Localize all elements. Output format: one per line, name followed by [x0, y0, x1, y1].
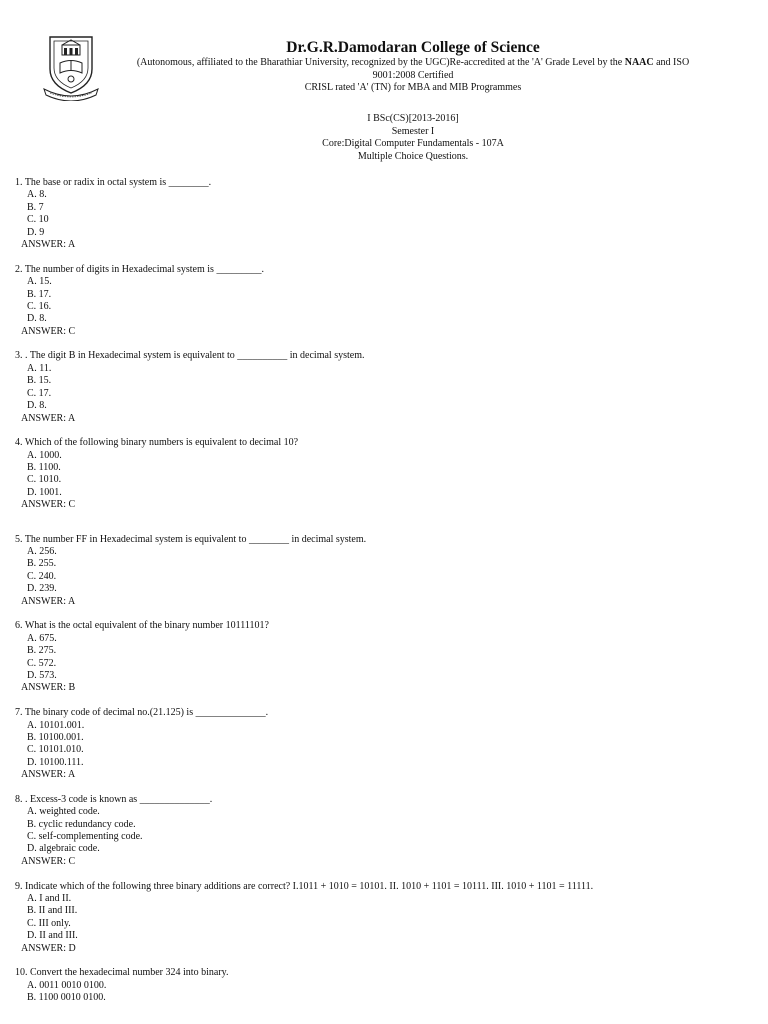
- question-item: [15, 707, 755, 781]
- answer-key: ANSWER: C: [21, 855, 76, 867]
- answer-option: B. cyclic redundancy code.: [27, 818, 136, 830]
- answer-option: D. 8.: [27, 313, 47, 325]
- question-text: 5. The number FF in Hexadecimal system is equivalent to ________ in decimal system.: [15, 533, 367, 545]
- answer-key: ANSWER: D: [21, 942, 76, 954]
- accreditation-text-start: (Autonomous, affiliated to the Bharathiar University, recognized by the UGC)Re-accredited at the 'A' Grade Level by the: [136, 57, 625, 68]
- answer-option: A. 11.: [27, 362, 52, 374]
- answer-key: ANSWER: A: [21, 595, 76, 607]
- answer-option: B. 255.: [27, 558, 57, 570]
- answer-option: C. 16.: [27, 300, 52, 312]
- question-text: 1. The base or radix in octal system is ________.: [15, 177, 212, 188]
- question-text: 3. . The digit B in Hexadecimal system is equivalent to __________ in decimal system.: [15, 350, 365, 362]
- question-text: 4. Which of the following binary numbers is equivalent to decimal 10?: [15, 437, 299, 449]
- answer-option: B. 275.: [27, 645, 57, 657]
- answer-option: B. 17.: [27, 288, 52, 300]
- answer-option: D. 8.: [27, 400, 47, 412]
- answer-option: D. 10100.111.: [27, 756, 84, 768]
- answer-option: A. 256.: [27, 546, 57, 558]
- accreditation-line: [100, 57, 726, 70]
- answer-option: B. 1100.: [27, 462, 61, 474]
- answer-key: ANSWER: C: [21, 499, 76, 511]
- answer-key: ANSWER: A: [21, 769, 76, 781]
- question-item: [15, 794, 755, 868]
- answer-option: B. 7: [27, 201, 44, 213]
- batch-label: I BSc(CS)[2013-2016]: [367, 113, 459, 124]
- answer-option: A. 1000.: [27, 449, 62, 461]
- answer-option: B. 10100.001.: [27, 731, 84, 743]
- answer-option: D. II and III.: [27, 930, 78, 942]
- answer-option: A. 0011 0010 0100.: [27, 979, 107, 991]
- answer-key: ANSWER: B: [21, 682, 76, 694]
- college-name: Dr.G.R.Damodaran College of Science: [286, 39, 540, 56]
- question-item: [15, 350, 755, 424]
- question-text: 6. What is the octal equivalent of the binary number 10111101?: [15, 620, 269, 632]
- answer-option: D. 1001.: [27, 486, 62, 498]
- course-info: [100, 113, 726, 163]
- question-text: 8. . Excess-3 code is known as ______________.: [15, 793, 213, 805]
- answer-option: C. III only.: [27, 917, 71, 929]
- question-item: [15, 620, 755, 694]
- question-type-label: Multiple Choice Questions.: [357, 150, 469, 162]
- question-item: [15, 967, 755, 1004]
- iso-certification-line: 9001:2008 Certified: [372, 69, 454, 81]
- answer-option: B. 1100 0010 0100.: [27, 992, 106, 1004]
- answer-option: C. 572.: [27, 657, 57, 669]
- answer-option: B. 15.: [27, 375, 52, 387]
- answer-option: D. 573.: [27, 670, 57, 681]
- question-item: [15, 264, 755, 338]
- college-crest-logo: [42, 33, 100, 101]
- answer-option: D. algebraic code.: [27, 843, 100, 855]
- answer-option: A. weighted code.: [27, 806, 100, 818]
- question-text: 9. Indicate which of the following three binary additions are correct? I.1011 + 1010 = 10101. II. 1010 + 1101 = 10111. III. 1010 + 1101 = 11111.: [15, 880, 594, 892]
- answer-option: B. II and III.: [27, 905, 78, 917]
- answer-option: A. 10101.001.: [27, 719, 85, 731]
- answer-option: C. 240.: [27, 570, 57, 582]
- question-text: 7. The binary code of decimal no.(21.125) is ______________.: [15, 707, 269, 719]
- question-text: 10. Convert the hexadecimal number 324 into binary.: [15, 967, 229, 979]
- question-item: [15, 177, 755, 251]
- answer-option: A. 675.: [27, 632, 57, 644]
- question-text: 2. The number of digits in Hexadecimal system is _________.: [15, 263, 264, 275]
- answer-option: C. 10: [27, 214, 49, 226]
- answer-option: A. 15.: [27, 276, 52, 288]
- question-item: [15, 437, 755, 511]
- answer-option: A. I and II.: [27, 892, 72, 904]
- answer-key: ANSWER: C: [21, 325, 76, 337]
- answer-option: D. 239.: [27, 583, 57, 595]
- answer-key: ANSWER: A: [21, 412, 76, 424]
- answer-option: C. self-complementing code.: [27, 831, 143, 843]
- question-item: [15, 881, 755, 955]
- document-header: [100, 38, 726, 95]
- answer-option: C. 10101.010.: [27, 744, 84, 756]
- answer-key: ANSWER: A: [21, 239, 76, 251]
- crisl-rating-line: CRISL rated 'A' (TN) for MBA and MIB Programmes: [304, 82, 522, 93]
- naac-bold-text: NAAC: [624, 57, 654, 68]
- semester-label: Semester I: [391, 125, 435, 137]
- core-subject-label: Core:Digital Computer Fundamentals - 107A: [322, 138, 504, 150]
- question-list: [15, 177, 755, 1017]
- question-item: [15, 534, 755, 608]
- accreditation-text-end: and ISO: [653, 57, 690, 68]
- answer-option: A. 8.: [27, 189, 47, 201]
- answer-option: C. 1010.: [27, 474, 62, 486]
- answer-option: C. 17.: [27, 387, 52, 399]
- answer-option: D. 9: [27, 226, 45, 238]
